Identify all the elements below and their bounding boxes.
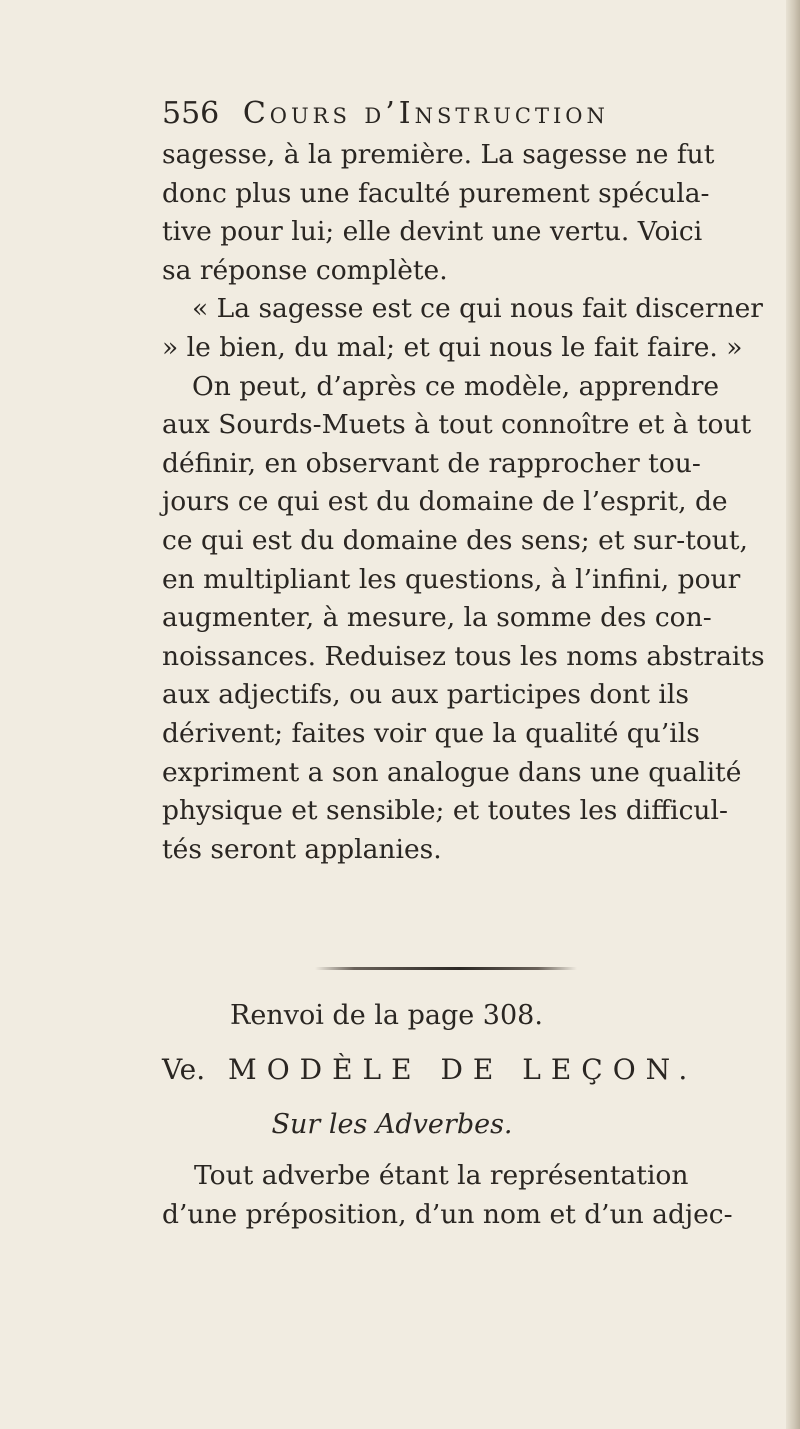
quote-line: » le bien, du mal; et qui nous le fait faire. »	[162, 331, 743, 363]
text-line: sagesse, à la première. La sagesse ne fut	[162, 139, 715, 170]
text-line: jours ce qui est du domaine de l’esprit, de	[162, 486, 728, 518]
page-number: 556	[162, 96, 220, 131]
text-line: physique et sensible; et toutes les difficul-	[162, 795, 728, 827]
running-title: Cours d’Instruction	[242, 96, 609, 131]
text-line: expriment a son analogue dans une qualité	[162, 756, 742, 788]
lesson-title: MODÈLE DE LEÇON.	[228, 1053, 698, 1086]
text-line: noissances. Reduisez tous les noms abstraits	[162, 640, 765, 672]
running-header	[162, 96, 722, 132]
text-line: dérivent; faites voir que la qualité qu’ils	[162, 717, 700, 749]
quote-line: « La sagesse est ce qui nous fait discerner	[192, 293, 763, 325]
text-line: donc plus une faculté purement spécula-	[162, 177, 710, 209]
text-line: tive pour lui; elle devint une vertu. Voici	[162, 216, 703, 248]
section-divider	[315, 967, 577, 970]
renvoi-note: Renvoi de la page 308.	[230, 1000, 543, 1031]
lesson-number: Ve.	[162, 1053, 206, 1086]
text-line: tés seront applanies.	[162, 833, 442, 865]
text-line: sa réponse complète.	[162, 254, 448, 286]
body-paragraphs	[162, 136, 788, 869]
text-line: aux Sourds-Muets à tout connoître et à tout	[162, 409, 752, 441]
text-line: augmenter, à mesure, la somme des con-	[162, 602, 712, 634]
lesson-subtitle: Sur les Adverbes.	[271, 1109, 513, 1140]
text-line: en multipliant les questions, à l’infini, pour	[162, 563, 741, 595]
text-line: ce qui est du domaine des sens; et sur-tout,	[162, 524, 748, 556]
text-line: Tout adverbe étant la représentation	[194, 1160, 689, 1191]
lesson-heading	[162, 1052, 762, 1088]
text-line: définir, en observant de rapprocher tou-	[162, 447, 701, 479]
page-gutter-shadow	[786, 0, 800, 1429]
lesson-paragraph	[162, 1157, 788, 1234]
text-line: On peut, d’après ce modèle, apprendre	[192, 370, 720, 402]
text-line: aux adjectifs, ou aux participes dont ils	[162, 679, 689, 711]
text-line: d’une préposition, d’un nom et d’un adjec-	[162, 1198, 733, 1230]
